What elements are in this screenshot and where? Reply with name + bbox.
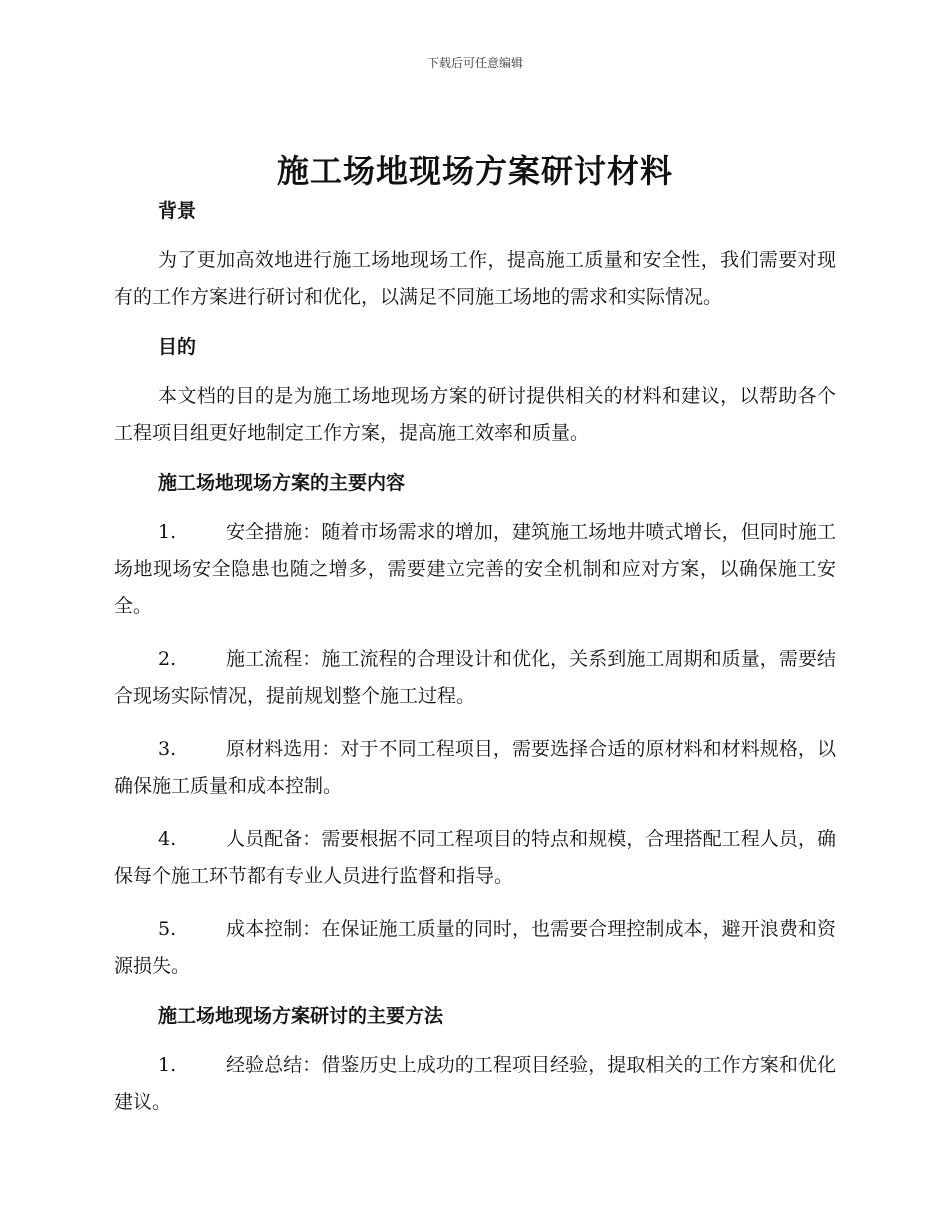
document-body [114,196,836,1137]
list-item-text: 成本控制：在保证施工质量的同时，也需要合理控制成本，避开浪费和资源损失。 [114,918,836,977]
document-title: 施工场地现场方案研讨材料 [276,152,673,190]
list-item-text: 施工流程：施工流程的合理设计和优化，关系到施工周期和质量，需要结合现场实际情况，提前规划整个施工过程。 [114,648,836,707]
list-item-number: 1. [158,1054,177,1076]
section-paragraph-purpose: 本文档的目的是为施工场地现场方案的研讨提供相关的材料和建议，以帮助各个工程项目组更好地制定工作方案，提高施工效率和质量。 [114,385,836,444]
list-item-text: 经验总结：借鉴历史上成功的工程项目经验，提取相关的工作方案和优化建议。 [114,1054,836,1113]
list-item-number: 2. [158,648,177,670]
list-item [114,1047,836,1121]
section-paragraph-background: 为了更加高效地进行施工场地现场工作，提高施工质量和安全性，我们需要对现有的工作方案进行研讨和优化，以满足不同施工场地的需求和实际情况。 [114,249,836,308]
list-item [114,911,836,985]
list-item-number: 1. [158,521,177,543]
list-item-number: 4. [158,828,177,850]
main-content-list [114,514,836,985]
list-item [114,641,836,715]
list-item-number: 5. [158,918,177,940]
list-item-text: 安全措施：随着市场需求的增加，建筑施工场地井喷式增长，但同时施工场地现场安全隐患也随之增多，需要建立完善的安全机制和应对方案，以确保施工安全。 [114,521,836,617]
header-note: 下载后可任意编辑 [426,56,523,70]
section-heading-methods: 施工场地现场方案研讨的主要方法 [158,1005,444,1027]
list-item [114,821,836,895]
section-heading-background: 背景 [158,200,197,222]
list-item [114,731,836,805]
list-item [114,514,836,625]
methods-list [114,1047,836,1121]
list-item-text: 原材料选用：对于不同工程项目，需要选择合适的原材料和材料规格，以确保施工质量和成本控制。 [114,738,836,797]
section-heading-main-content: 施工场地现场方案的主要内容 [158,472,406,494]
list-item-number: 3. [158,738,177,760]
section-heading-purpose: 目的 [158,336,197,358]
list-item-text: 人员配备：需要根据不同工程项目的特点和规模，合理搭配工程人员，确保每个施工环节都有专业人员进行监督和指导。 [114,828,836,887]
